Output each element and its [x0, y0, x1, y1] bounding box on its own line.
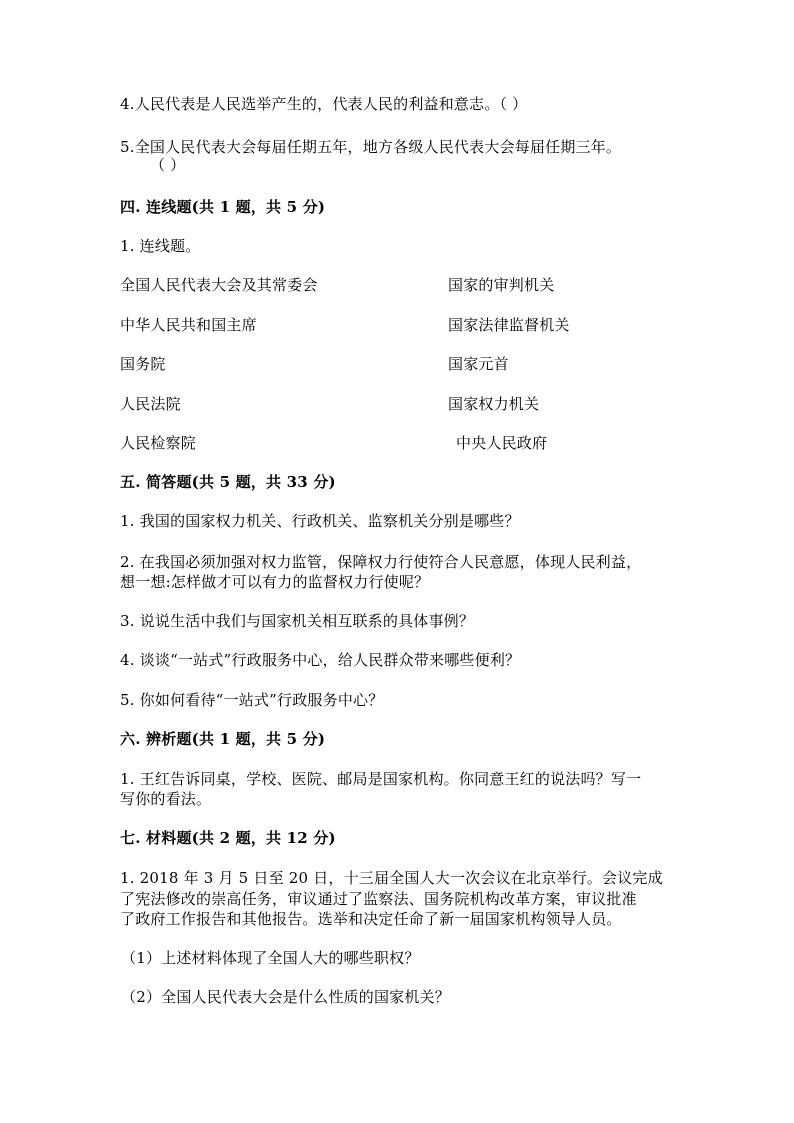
section-7-heading: 七. 材料题(共 2 题，共 12 分) [120, 829, 336, 847]
analysis-q1-cont: 写你的看法。 [120, 790, 212, 808]
true-false-item-5: 5.全国人民代表大会每届任期五年，地方各级人民代表大会每届任期三年。 [120, 138, 622, 156]
matching-left-item: 国务院 [120, 355, 166, 373]
short-answer-q2-cont: 想一想:怎样做才可以有力的监督权力行使呢？ [120, 573, 430, 591]
matching-right-item: 国家法律监督机关 [448, 316, 570, 334]
section-4-heading: 四. 连线题(共 1 题，共 5 分) [120, 198, 326, 216]
short-answer-q3: 3. 说说生活中我们与国家机关相互联系的具体事例？ [120, 612, 475, 630]
matching-right-item: 国家元首 [448, 355, 509, 373]
matching-left-item: 全国人民代表大会及其常委会 [120, 276, 318, 294]
section-5-heading: 五. 简答题(共 5 题，共 33 分) [120, 473, 336, 491]
short-answer-q1: 1. 我国的国家权力机关、行政机关、监察机关分别是哪些？ [120, 512, 520, 530]
material-text-line: 了政府工作报告和其他报告。选举和决定任命了新一届国家机构领导人员。 [120, 910, 622, 928]
material-text-line: 了宪法修改的崇高任务，审议通过了监察法、国务院机构改革方案，审议批准 [120, 890, 637, 908]
section-4-question: 1. 连线题。 [120, 237, 201, 255]
matching-right-item: 国家的审判机关 [448, 276, 555, 294]
matching-right-item: 中央人民政府 [456, 434, 548, 452]
material-sub-q2: （2）全国人民代表大会是什么性质的国家机关？ [121, 988, 450, 1006]
section-6-heading: 六. 辨析题(共 1 题，共 5 分) [120, 730, 326, 748]
short-answer-q5: 5. 你如何看待“一站式”行政服务中心？ [120, 691, 384, 709]
short-answer-q4: 4. 谈谈“一站式”行政服务中心，给人民群众带来哪些便利？ [120, 651, 521, 669]
matching-left-item: 人民检察院 [120, 434, 197, 452]
true-false-item-4: 4.人民代表是人民选举产生的，代表人民的利益和意志。（ ） [120, 95, 528, 113]
true-false-item-5-bracket: （ ） [150, 156, 186, 174]
short-answer-q2: 2. 在我国必须加强对权力监管，保障权力行使符合人民意愿，体现人民利益， [120, 553, 642, 571]
analysis-q1: 1. 王红告诉同桌，学校、医院、邮局是国家机构。你同意王红的说法吗？写一 [120, 770, 642, 788]
matching-left-item: 中华人民共和国主席 [120, 316, 257, 334]
material-text-line: 1. 2018 年 3 月 5 日至 20 日，十三届全国人大一次会议在北京举行。会议完成 [120, 869, 663, 887]
matching-right-item: 国家权力机关 [448, 395, 540, 413]
material-sub-q1: （1）上述材料体现了全国人大的哪些职权？ [121, 949, 420, 967]
matching-left-item: 人民法院 [120, 395, 181, 413]
